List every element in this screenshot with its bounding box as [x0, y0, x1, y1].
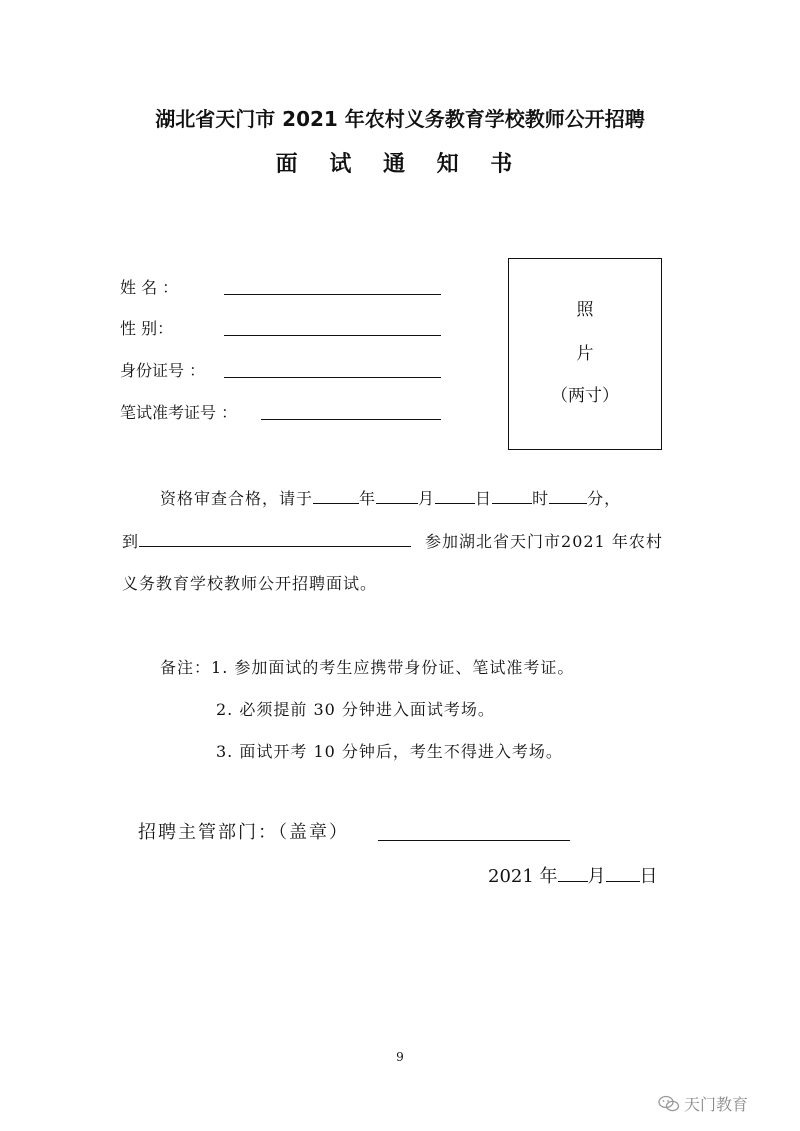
date-year: 2021 年: [488, 866, 558, 887]
notice-line-1: [160, 486, 621, 509]
day-blank[interactable]: [435, 487, 475, 504]
name-field-label: [120, 276, 178, 300]
page-number: 9: [396, 1050, 404, 1064]
hour-blank[interactable]: [492, 487, 532, 504]
day-label: 日: [475, 489, 493, 508]
notice-text-start: 资格审查合格，请于: [160, 489, 314, 508]
watermark-text: 天门教育: [684, 1095, 749, 1114]
department-stamp-label: 招聘主管部门：（盖章）: [138, 822, 349, 843]
minute-blank[interactable]: [549, 487, 587, 504]
remark-2: 2. 必须提前 30 分钟进入面试考场。: [216, 700, 495, 719]
date-day: 日: [639, 866, 658, 887]
exam-id-input-line[interactable]: [261, 419, 441, 420]
name-label: 姓 名 ：: [120, 278, 179, 297]
month-label: 月: [418, 489, 436, 508]
watermark: [658, 1092, 748, 1115]
signature-date: [488, 862, 658, 888]
name-input-line[interactable]: [224, 294, 441, 295]
month-blank[interactable]: [376, 487, 418, 504]
gender-input-line[interactable]: [224, 335, 441, 336]
location-prefix: 到: [122, 532, 140, 551]
photo-box: [508, 258, 662, 450]
document-title: 湖北省天门市 2021 年农村义务教育学校教师公开招聘: [155, 107, 645, 131]
exam-id-label: 笔试准考证号 ：: [120, 403, 238, 422]
document-subtitle: 面 试 通 知 书: [275, 152, 525, 177]
location-blank[interactable]: [139, 530, 411, 547]
minute-label: 分，: [587, 489, 622, 508]
remarks-label: 备注：: [160, 658, 212, 677]
remark-3: 3. 面试开考 10 分钟后，考生不得进入考场。: [216, 742, 563, 761]
exam-id-field-label: [120, 401, 237, 425]
id-label: 身份证号 ：: [120, 361, 206, 380]
photo-label-2: 片: [576, 344, 594, 364]
stamp-line[interactable]: [378, 840, 570, 841]
gender-label: 性 别：: [120, 319, 174, 338]
date-month-blank[interactable]: [558, 863, 588, 882]
notice-line-3: 义务教育学校教师公开招聘面试。: [122, 574, 378, 593]
notice-line-2: [122, 529, 663, 552]
photo-label-1: 照: [576, 300, 594, 320]
year-label: 年: [359, 489, 377, 508]
id-input-line[interactable]: [224, 377, 441, 378]
location-suffix: 参加湖北省天门市2021 年农村: [425, 532, 663, 551]
id-field-label: [120, 359, 205, 383]
date-day-blank[interactable]: [606, 863, 640, 882]
photo-label-3: （两寸）: [551, 386, 619, 406]
remark-1-text: 1. 参加面试的考生应携带身份证、笔试准考证。: [211, 658, 575, 677]
gender-field-label: [120, 317, 173, 341]
date-month: 月: [587, 866, 606, 887]
wechat-icon: [658, 1095, 680, 1113]
year-blank[interactable]: [313, 487, 359, 504]
hour-label: 时: [532, 489, 550, 508]
remark-1: [160, 655, 574, 678]
